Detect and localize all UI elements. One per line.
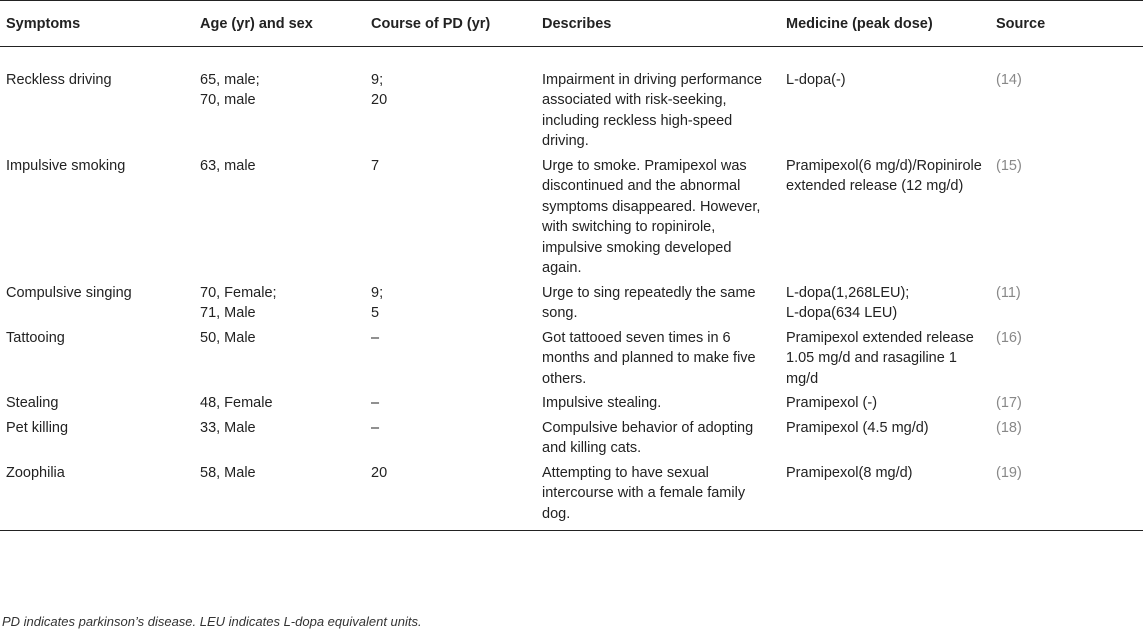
cell-medicine: L-dopa(-) [786,71,846,88]
cell-source[interactable]: (14) [996,71,1022,88]
cell-course: 20 [365,463,536,531]
cell-course: – [371,419,380,436]
cell-symptoms: Stealing [6,395,59,411]
cell-course: 7 [371,157,380,174]
cell-symptoms: Zoophilia [0,463,194,531]
cell-describes: Impulsive stealing. [542,395,662,411]
cell-source[interactable]: (19) [990,463,1143,531]
header-row [0,1,1143,47]
table-row [0,46,1143,156]
cell-medicine: Pramipexol (4.5 mg/d) [786,419,929,436]
cell-medicine: Pramipexol extended release 1.05 mg/d and rasagiline 1 mg/d [786,329,974,387]
cell-age-sex: 58, Male [194,463,365,531]
cell-describes: Urge to sing repeatedly the same song. [542,284,756,321]
header-describes: Describes [536,1,780,47]
header-age-sex: Age (yr) and sex [194,1,365,47]
table-body [0,46,1143,531]
cell-describes: Attempting to have sexual intercourse with a female family dog. [536,463,780,531]
cell-describes: Urge to smoke. Pramipexol was discontinued and the abnormal symptoms disappeared. However, with switching to ropinirole, impulsive smoking developed again. [542,157,761,276]
cell-source[interactable]: (16) [996,329,1022,346]
table-row [0,418,1143,463]
cell-course: – [371,329,380,346]
cell-medicine: Pramipexol(6 mg/d)/Ropinirole extended release (12 mg/d) [786,157,982,194]
header-source: Source [990,1,1143,47]
cell-course: 9; 20 [371,71,388,108]
header-course: Course of PD (yr) [365,1,536,47]
table-row [0,283,1143,328]
table-row [0,463,1143,531]
cell-medicine: L-dopa(1,268LEU); L-dopa(634 LEU) [786,284,910,321]
table-row [0,393,1143,418]
header-medicine: Medicine (peak dose) [780,1,990,47]
cell-source[interactable]: (18) [996,419,1022,436]
cell-source[interactable]: (11) [996,284,1021,301]
cell-describes: Compulsive behavior of adopting and killing cats. [542,419,754,456]
cell-describes: Impairment in driving performance associated with risk-seeking, including reckless high-speed driving. [542,71,763,149]
cell-age-sex: 50, Male [200,329,256,346]
cell-age-sex: 63, male [200,157,256,174]
cell-symptoms: Reckless driving [6,71,112,88]
header-symptoms: Symptoms [0,1,194,47]
cell-course: 9; 5 [371,284,384,321]
cell-age-sex: 33, Male [200,419,256,436]
cell-medicine: Pramipexol(8 mg/d) [780,463,990,531]
table-row [0,156,1143,283]
cell-age-sex: 65, male; 70, male [200,71,260,108]
cell-symptoms: Compulsive singing [6,284,132,301]
cell-symptoms: Tattooing [6,329,65,346]
cell-symptoms: Impulsive smoking [6,157,126,174]
cell-age-sex: 48, Female [200,395,273,411]
cell-source[interactable]: (17) [996,395,1022,411]
cell-course: – [371,395,380,411]
table-footnote: PD indicates parkinson’s disease. LEU indicates L-dopa equivalent units. [2,614,422,629]
cell-source[interactable]: (15) [996,157,1022,174]
cell-symptoms: Pet killing [6,419,69,436]
cell-age-sex: 70, Female; 71, Male [200,284,277,321]
cell-medicine: Pramipexol (-) [786,395,878,411]
cell-describes: Got tattooed seven times in 6 months and planned to make five others. [542,329,756,387]
table-row [0,328,1143,394]
